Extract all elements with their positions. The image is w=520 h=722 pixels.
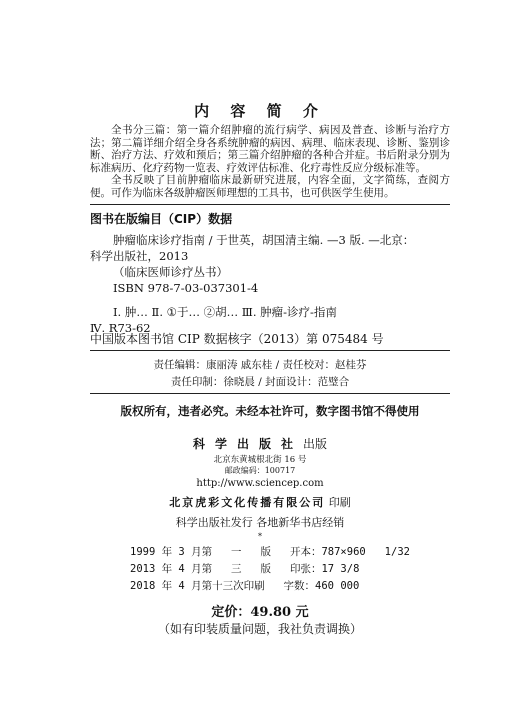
intro-paragraph-1: 全书分三篇：第一篇介绍肿瘤的流行病学、病因及普查、诊断与治疗方法；第二篇详细介绍全身各系统肿瘤的病因、病理、临床表现、诊断、鉴别诊断、治疗方法、疗效和预后；第三篇介绍肿瘤的各种合并症。书后附录分别为标准病历、化疗药物一览表、疗效评估标准、化疗毒性反应分级标准等。 (90, 124, 450, 174)
publisher-suffix: 出版 (303, 437, 328, 451)
edition-row-2: 2013 年 4 月第 三 版 印张：17 3/8 (130, 563, 360, 575)
cip-number: 中国版本图书馆 CIP 数据核字（2013）第 075484 号 (90, 332, 384, 346)
publisher-zip: 邮政编码：100717 (224, 466, 296, 475)
rights-notice: 版权所有，违者必究。未经本社许可，数字图书馆不得使用 (120, 404, 420, 418)
separator-star: * (258, 532, 262, 541)
edition-row-1: 1999 年 3 月第 一 版 开本：787×960 1/32 (130, 546, 410, 558)
divider-lower (90, 393, 450, 394)
cip-isbn: ISBN 978-7-03-037301-4 (113, 281, 259, 295)
cip-line-3: （临床医师诊疗丛书） (113, 265, 228, 279)
edition-info (130, 544, 450, 595)
edition-row-3: 2018 年 4 月第十三次印刷 字数：460 000 (130, 580, 360, 592)
cip-classification-2: Ⅳ. R73-62 (90, 321, 151, 335)
staff-line-1: 责任编辑：康丽涛 戚东桂 / 责任校对：赵桂芬 (153, 359, 367, 371)
cip-heading: 图书在版编目（CIP）数据 (90, 212, 233, 226)
cip-record (90, 232, 450, 336)
printer-suffix: 印刷 (328, 496, 351, 509)
intro-paragraph-2: 全书反映了目前肿瘤临床最新研究进展，内容全面，文字简练，查阅方便。可作为临床各级肿瘤医师理想的工具书，也可供医学生使用。 (90, 174, 450, 199)
printer-name: 北京虎彩文化传播有限公司 (169, 496, 326, 509)
divider-middle (90, 350, 450, 351)
quality-note: （如有印装质量问题，我社负责调换） (157, 622, 362, 636)
publisher-name: 科学出版社 (192, 437, 303, 451)
price: 定价：49.80 元 (211, 605, 309, 620)
publisher-address: 北京东黄城根北街 16 号 (213, 455, 307, 465)
staff-line-2: 责任印制：徐晓晨 / 封面设计：范璧合 (170, 376, 350, 388)
publisher-website: http://www.sciencep.com (196, 478, 324, 489)
intro-title: 内 容 简 介 (194, 102, 326, 120)
intro-text (90, 124, 450, 200)
cip-line-1: 肿瘤临床诊疗指南 / 于世英，胡国清主编. —3 版. —北京： (113, 233, 415, 247)
publisher-line (0, 435, 520, 452)
printer-line (0, 494, 520, 510)
distribution-line: 科学出版社发行 各地新华书店经销 (175, 516, 345, 529)
cip-line-2: 科学出版社，2013 (90, 249, 189, 263)
divider-top (90, 204, 450, 205)
cip-classification-1: Ⅰ. 肿… Ⅱ. ①于… ②胡… Ⅲ. 肿瘤-诊疗-指南 (113, 305, 337, 319)
